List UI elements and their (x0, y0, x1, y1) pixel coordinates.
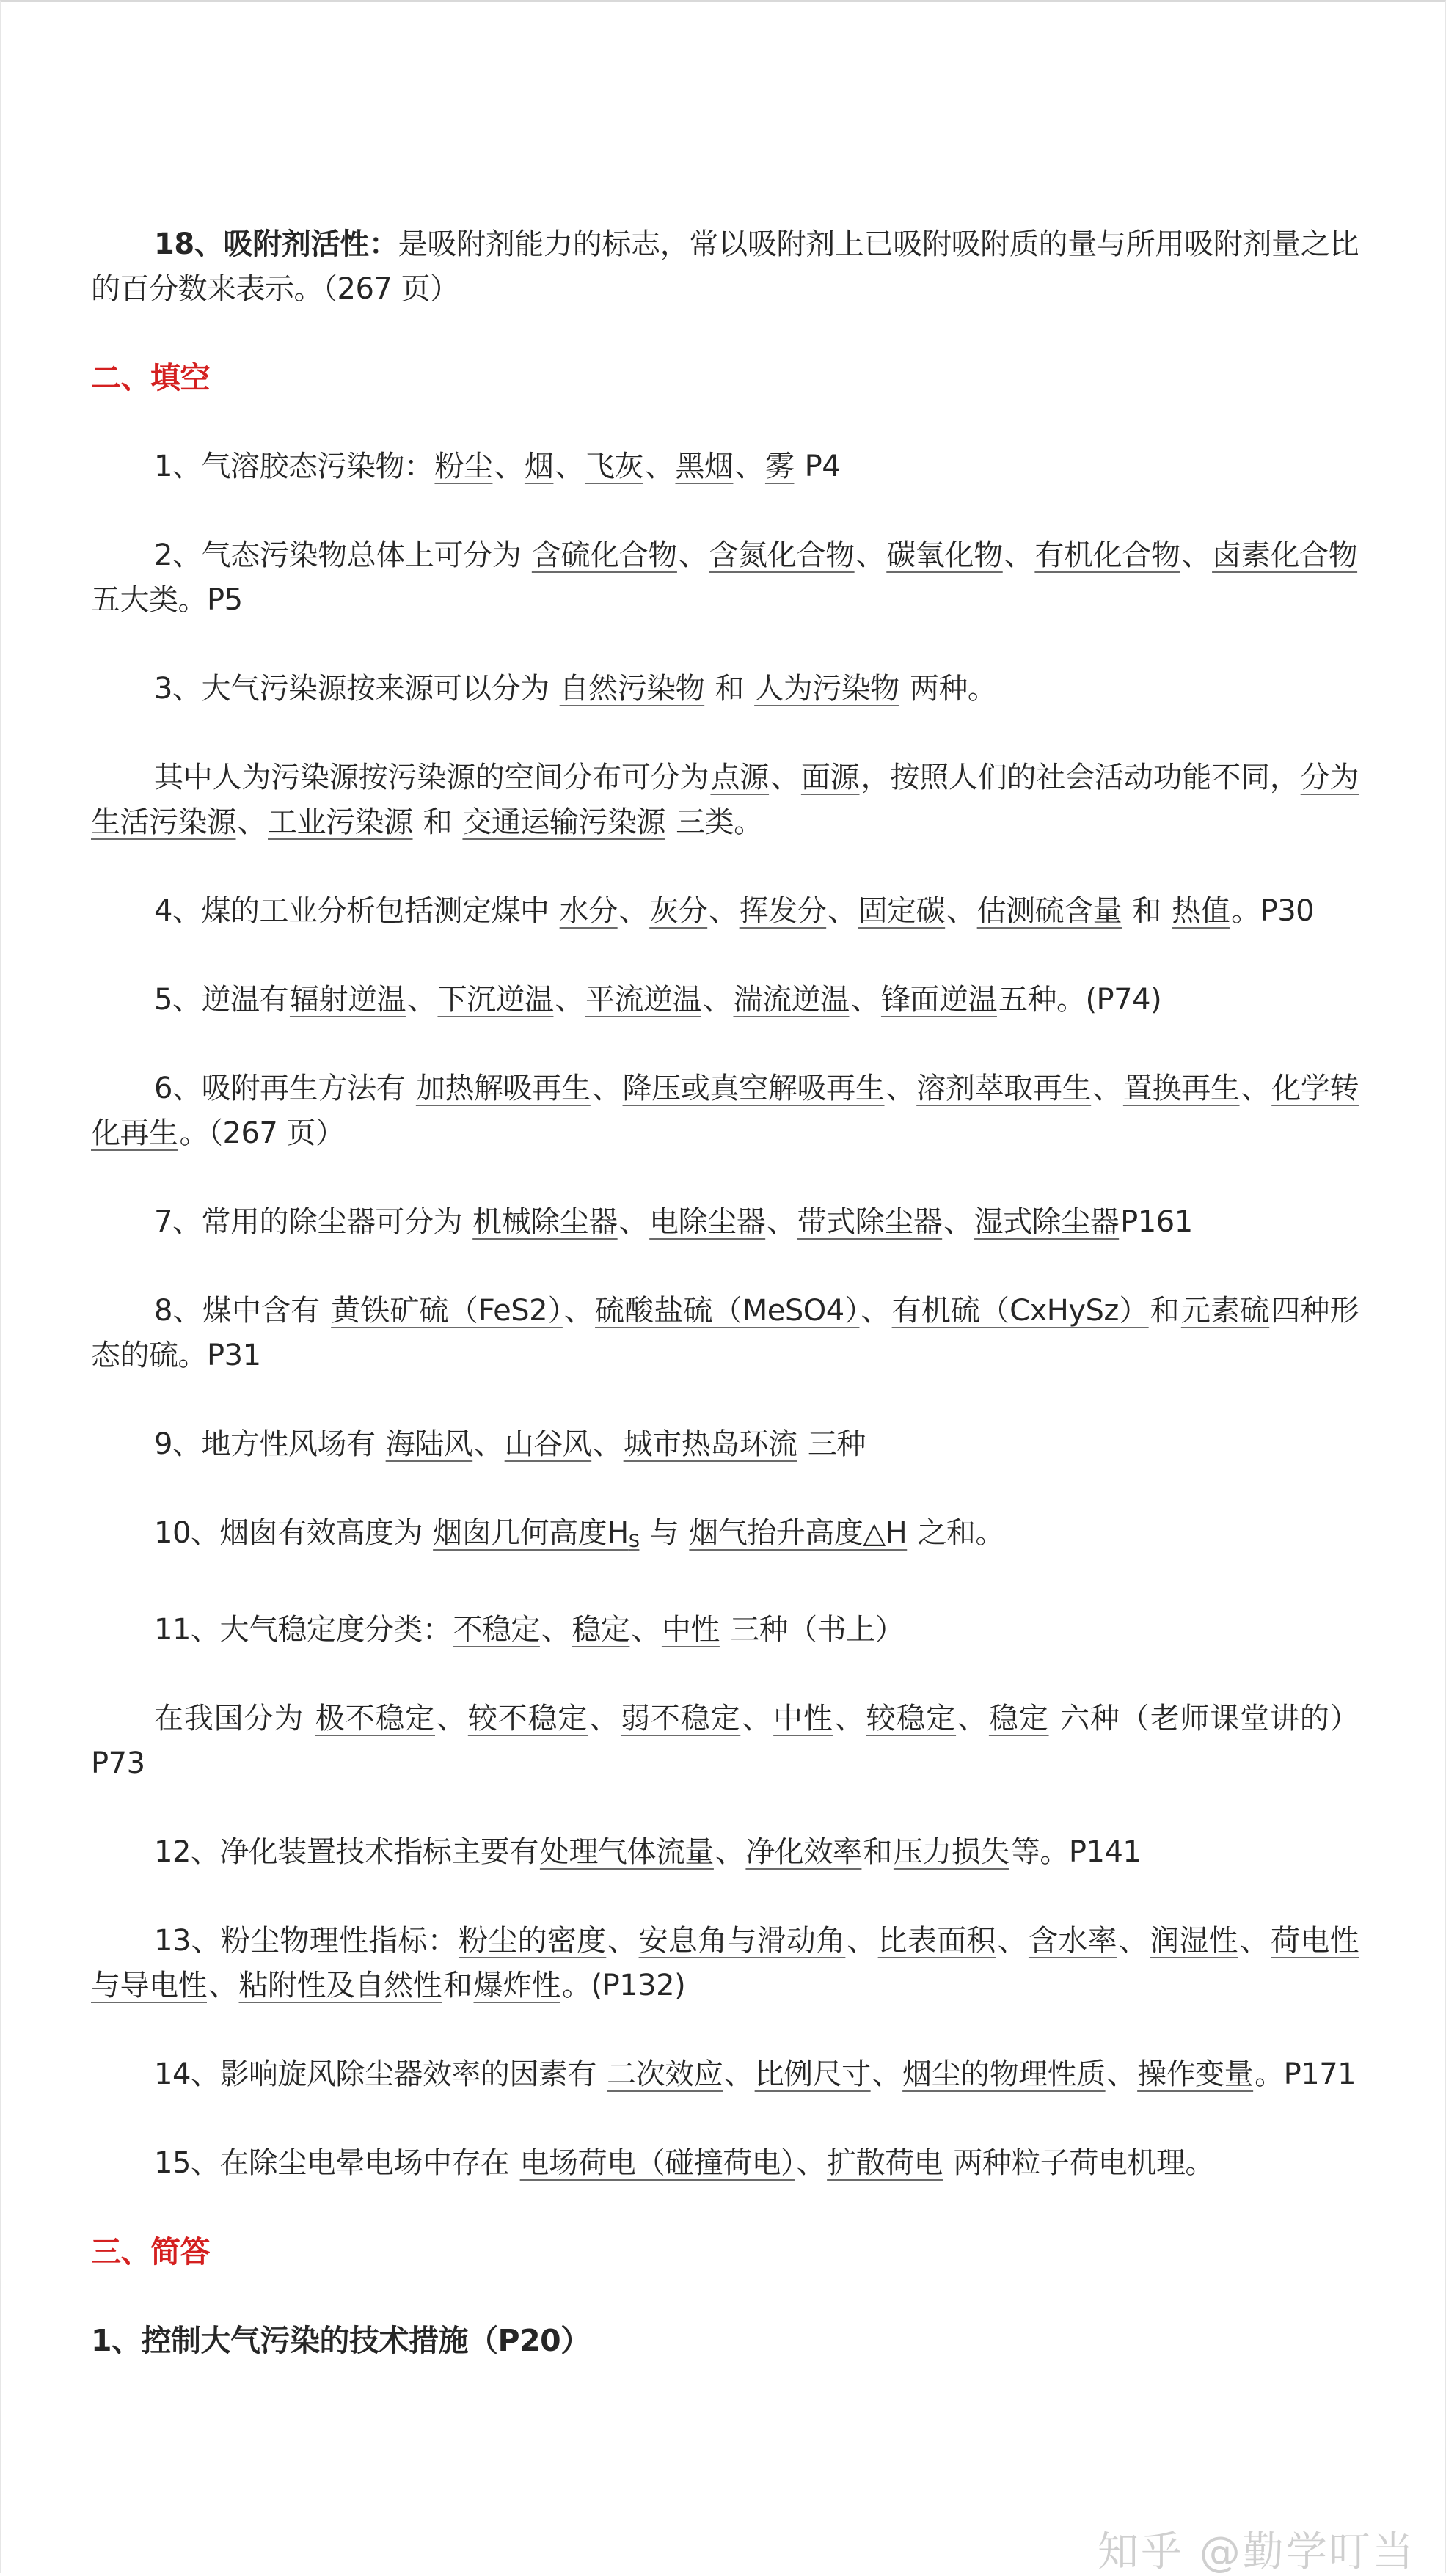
question-15: 15、在除尘电晕电场中存在 电场荷电（碰撞荷电）、扩散荷电 两种粒子荷电机理。 (154, 2146, 1214, 2180)
answer-blank: 机械除尘器 (472, 1205, 618, 1239)
answer-blank: 置换再生 (1122, 1072, 1240, 1105)
question-suffix: 三类。 (676, 805, 763, 839)
answer-blank: 粉尘的密度 (459, 1924, 607, 1958)
answer-blank: 润湿性 (1150, 1924, 1238, 1958)
answer-blank: 雾 (764, 450, 795, 483)
question-suffix: 四种形态的硫。P31 (91, 1294, 1359, 1372)
answer-blank: 挥发分 (739, 894, 827, 928)
subscript-s: S (628, 1531, 640, 1551)
answer-blank: 化学转化再生 (91, 1072, 1359, 1150)
question-14: 14、影响旋风除尘器效率的因素有 二次效应、比例尺寸、烟尘的物理性质、操作变量。P171 (154, 2057, 1356, 2091)
answer-blank: 面源 (800, 761, 860, 794)
answer-blank: 处理气体流量 (539, 1835, 714, 1869)
question-3b: 其中人为污染源按污染源的空间分布可分为点源、面源，按照人们的社会活动功能不同，分为生活污染源、工业污染源 和 交通运输污染源 三类。 (91, 761, 1359, 839)
answer-blank: 二次效应 (607, 2057, 723, 2091)
answer-blank: 交通运输污染源 (462, 805, 665, 839)
answer-blank: 分为生活污染源 (91, 761, 1359, 839)
question-3: 3、大气污染源按来源可以分为 自然污染物 和 人为污染物 两种。 (154, 672, 997, 706)
answer-blank: 水分 (559, 894, 618, 928)
answer-blank: 飞灰 (585, 450, 643, 483)
page-ref: P4 (804, 450, 841, 483)
question-prefix: 13、粉尘物理性指标： (154, 1924, 457, 1958)
question-prefix: 5、逆温有 (154, 983, 288, 1017)
answer-blank: 不稳定 (453, 1613, 540, 1647)
question-prefix: 2、气态污染物总体上可分为 (154, 538, 522, 572)
question-7: 7、常用的除尘器可分为 机械除尘器、电除尘器、带式除尘器、湿式除尘器P161 (154, 1205, 1193, 1239)
answer-blank: 湍流逆温 (733, 983, 850, 1017)
answer-question-1: 1、控制大气污染的技术措施（P20） (91, 2323, 591, 2358)
question-suffix: 。P171 (1255, 2057, 1356, 2091)
definition-18 (91, 222, 1359, 312)
page-ref: P161 (1120, 1205, 1193, 1239)
question-prefix: 10、烟囱有效高度为 (154, 1516, 423, 1550)
question-prefix: 15、在除尘电晕电场中存在 (154, 2146, 510, 2180)
question-suffix: 。(P132) (562, 1969, 686, 2002)
question-prefix: 11、大气稳定度分类： (154, 1613, 452, 1647)
question-prefix: 4、煤的工业分析包括测定煤中 (154, 894, 549, 928)
question-5: 5、逆温有辐射逆温、下沉逆温、平流逆温、湍流逆温、锋面逆温五种。(P74) (154, 983, 1162, 1017)
question-prefix: 8、煤中含有 (154, 1294, 321, 1328)
answer-blank: 加热解吸再生 (415, 1072, 591, 1105)
answer-blank: 平流逆温 (585, 983, 701, 1017)
question-9: 9、地方性风场有 海陆风、山谷风、城市热岛环流 三种 (154, 1427, 866, 1461)
question-suffix: 。P30 (1231, 894, 1315, 928)
answer-blank: 烟尘的物理性质 (902, 2057, 1106, 2091)
answer-blank: 碳氧化物 (886, 538, 1003, 572)
answer-blank: 较不稳定 (467, 1702, 588, 1735)
answer-blank: 烟气抬升高度△H (689, 1516, 908, 1550)
definition-text: 是吸附剂能力的标志，常以吸附剂上已吸附吸附质的量与所用吸附剂量之比的百分数来表示。（267 页） (91, 227, 1359, 306)
answer-blank: 极不稳定 (315, 1702, 435, 1735)
answer-blank: 热值 (1172, 894, 1230, 928)
answer-blank: 人为污染物 (754, 672, 899, 706)
question-11: 11、大气稳定度分类：不稳定、稳定、中性 三种（书上） (154, 1613, 905, 1647)
question-12: 12、净化装置技术指标主要有处理气体流量、净化效率和压力损失等。P141 (154, 1835, 1142, 1869)
answer-blank: 点源 (710, 761, 770, 794)
answer-blank: 较稳定 (866, 1702, 957, 1735)
question-prefix: 6、吸附再生方法有 (154, 1072, 406, 1105)
section-heading-answer: 三、简答 (91, 2234, 210, 2269)
question-4: 4、煤的工业分析包括测定煤中 水分、灰分、挥发分、固定碳、估测硫含量 和 热值。P30 (154, 894, 1315, 928)
question-8: 8、煤中含有 黄铁矿硫（FeS2）、硫酸盐硫（MeSO4）、有机硫（CxHySz）和元素硫四种形态的硫。P31 (91, 1294, 1359, 1372)
answer-blank: 黄铁矿硫（FeS2） (331, 1294, 563, 1328)
answer-blank: 锋面逆温 (880, 983, 997, 1017)
question-prefix: 9、地方性风场有 (154, 1427, 376, 1461)
answer-blank: 压力损失 (893, 1835, 1009, 1869)
answer-blank: 自然污染物 (559, 672, 705, 706)
question-suffix: 。（267 页） (179, 1116, 345, 1150)
question-13: 13、粉尘物理性指标：粉尘的密度、安息角与滑动角、比表面积、含水率、润湿性、荷电性与导电性、粘附性及自然性和爆炸性。(P132) (91, 1924, 1359, 2002)
answer-blank: 荷电性与导电性 (91, 1924, 1359, 2002)
answer-blank: 电除尘器 (649, 1205, 766, 1239)
answer-blank: 中性 (773, 1702, 833, 1735)
question-suffix: 三种 (807, 1427, 866, 1461)
answer-blank: 降压或真空解吸再生 (622, 1072, 885, 1105)
answer-blank: 有机硫（CxHySz） (891, 1294, 1149, 1328)
answer-blank: 中性 (661, 1613, 720, 1647)
answer-blank: 电场荷电（碰撞荷电） (519, 2146, 795, 2180)
answer-blank: 下沉逆温 (437, 983, 554, 1017)
answer-blank: 带式除尘器 (797, 1205, 943, 1239)
question-2: 2、气态污染物总体上可分为 含硫化合物、含氮化合物、碳氧化物、有机化合物、卤素化合物 五大类。P5 (91, 538, 1358, 617)
answer-blank: 爆炸性 (473, 1969, 560, 2002)
answer-blank: 安息角与滑动角 (638, 1924, 846, 1958)
question-suffix: 之和。 (917, 1516, 1004, 1550)
answer-blank: 净化效率 (745, 1835, 862, 1869)
answer-blank: 估测硫含量 (976, 894, 1122, 928)
answer-blank: 卤素化合物 (1212, 538, 1358, 572)
question-10: 10、烟囱有效高度为 烟囱几何高度$H_S$ 与 烟气抬升高度△H 之和。 (154, 1516, 1004, 1551)
answer-blank: 烟囱几何高度$H_S$ (433, 1516, 640, 1551)
answer-blank: 稳定 (572, 1613, 630, 1647)
answer-blank: 灰分 (649, 894, 708, 928)
watermark: 知乎 @勤学叮当 (1098, 2528, 1416, 2576)
question-suffix: 六种（老师课堂讲的）P73 (91, 1702, 1359, 1780)
question-suffix: 等。P141 (1010, 1835, 1142, 1869)
answer-blank: 粉尘 (434, 450, 493, 483)
answer-blank: 操作变量 (1137, 2057, 1254, 2091)
answer-blank: 含硫化合物 (531, 538, 677, 572)
question-6: 6、吸附再生方法有 加热解吸再生、降压或真空解吸再生、溶剂萃取再生、置换再生、化学转化再生。（267 页） (91, 1072, 1359, 1150)
answer-blank: 工业污染源 (268, 805, 413, 839)
question-prefix: 3、大气污染源按来源可以分为 (154, 672, 549, 706)
answer-blank: 湿式除尘器 (974, 1205, 1120, 1239)
answer-blank: 元素硫 (1180, 1294, 1270, 1328)
answer-blank: 固定碳 (858, 894, 946, 928)
definition-term: 18、吸附剂活性： (154, 227, 398, 261)
answer-blank: 含水率 (1028, 1924, 1117, 1958)
question-prefix: 在我国分为 (154, 1702, 304, 1735)
question-1: 1、气溶胶态污染物：粉尘、烟、飞灰、黑烟、雾 P4 (154, 450, 841, 483)
answer-blank: 粘附性及自然性 (238, 1969, 442, 2002)
answer-blank: 溶剂萃取再生 (916, 1072, 1092, 1105)
answer-blank: 城市热岛环流 (623, 1427, 797, 1461)
question-11b: 在我国分为 极不稳定、较不稳定、弱不稳定、中性、较稳定、稳定 六种（老师课堂讲的）P73 (91, 1702, 1359, 1780)
question-prefix: 14、影响旋风除尘器效率的因素有 (154, 2057, 596, 2091)
question-suffix: 五种。(P74) (998, 983, 1162, 1017)
answer-blank: 比表面积 (877, 1924, 996, 1958)
answer-blank: 比例尺寸 (754, 2057, 871, 2091)
question-prefix: 7、常用的除尘器可分为 (154, 1205, 462, 1239)
answer-blank: 含氮化合物 (709, 538, 855, 572)
question-suffix: 五大类。P5 (91, 583, 243, 617)
answer-blank: 海陆风 (385, 1427, 473, 1461)
question-suffix: 三种（书上） (730, 1613, 905, 1647)
question-prefix: 12、净化装置技术指标主要有 (154, 1835, 538, 1869)
answer-blank: 山谷风 (504, 1427, 592, 1461)
document-page (91, 222, 1359, 2407)
answer-blank: 有机化合物 (1034, 538, 1180, 572)
answer-blank: 烟 (524, 450, 554, 483)
question-suffix: 两种。 (909, 672, 997, 706)
question-prefix: 1、气溶胶态污染物： (154, 450, 434, 483)
answer-blank: 辐射逆温 (289, 983, 406, 1017)
question-prefix: 其中人为污染源按污染源的空间分布可分为 (154, 761, 709, 794)
answer-blank: 黑烟 (675, 450, 734, 483)
answer-blank: 扩散荷电 (827, 2146, 943, 2180)
question-suffix: 两种粒子荷电机理。 (953, 2146, 1214, 2180)
answer-blank: 稳定 (988, 1702, 1049, 1735)
answer-blank: 硫酸盐硫（MeSO4） (595, 1294, 860, 1328)
answer-blank: 弱不稳定 (620, 1702, 741, 1735)
section-heading-fill: 二、填空 (91, 360, 210, 395)
